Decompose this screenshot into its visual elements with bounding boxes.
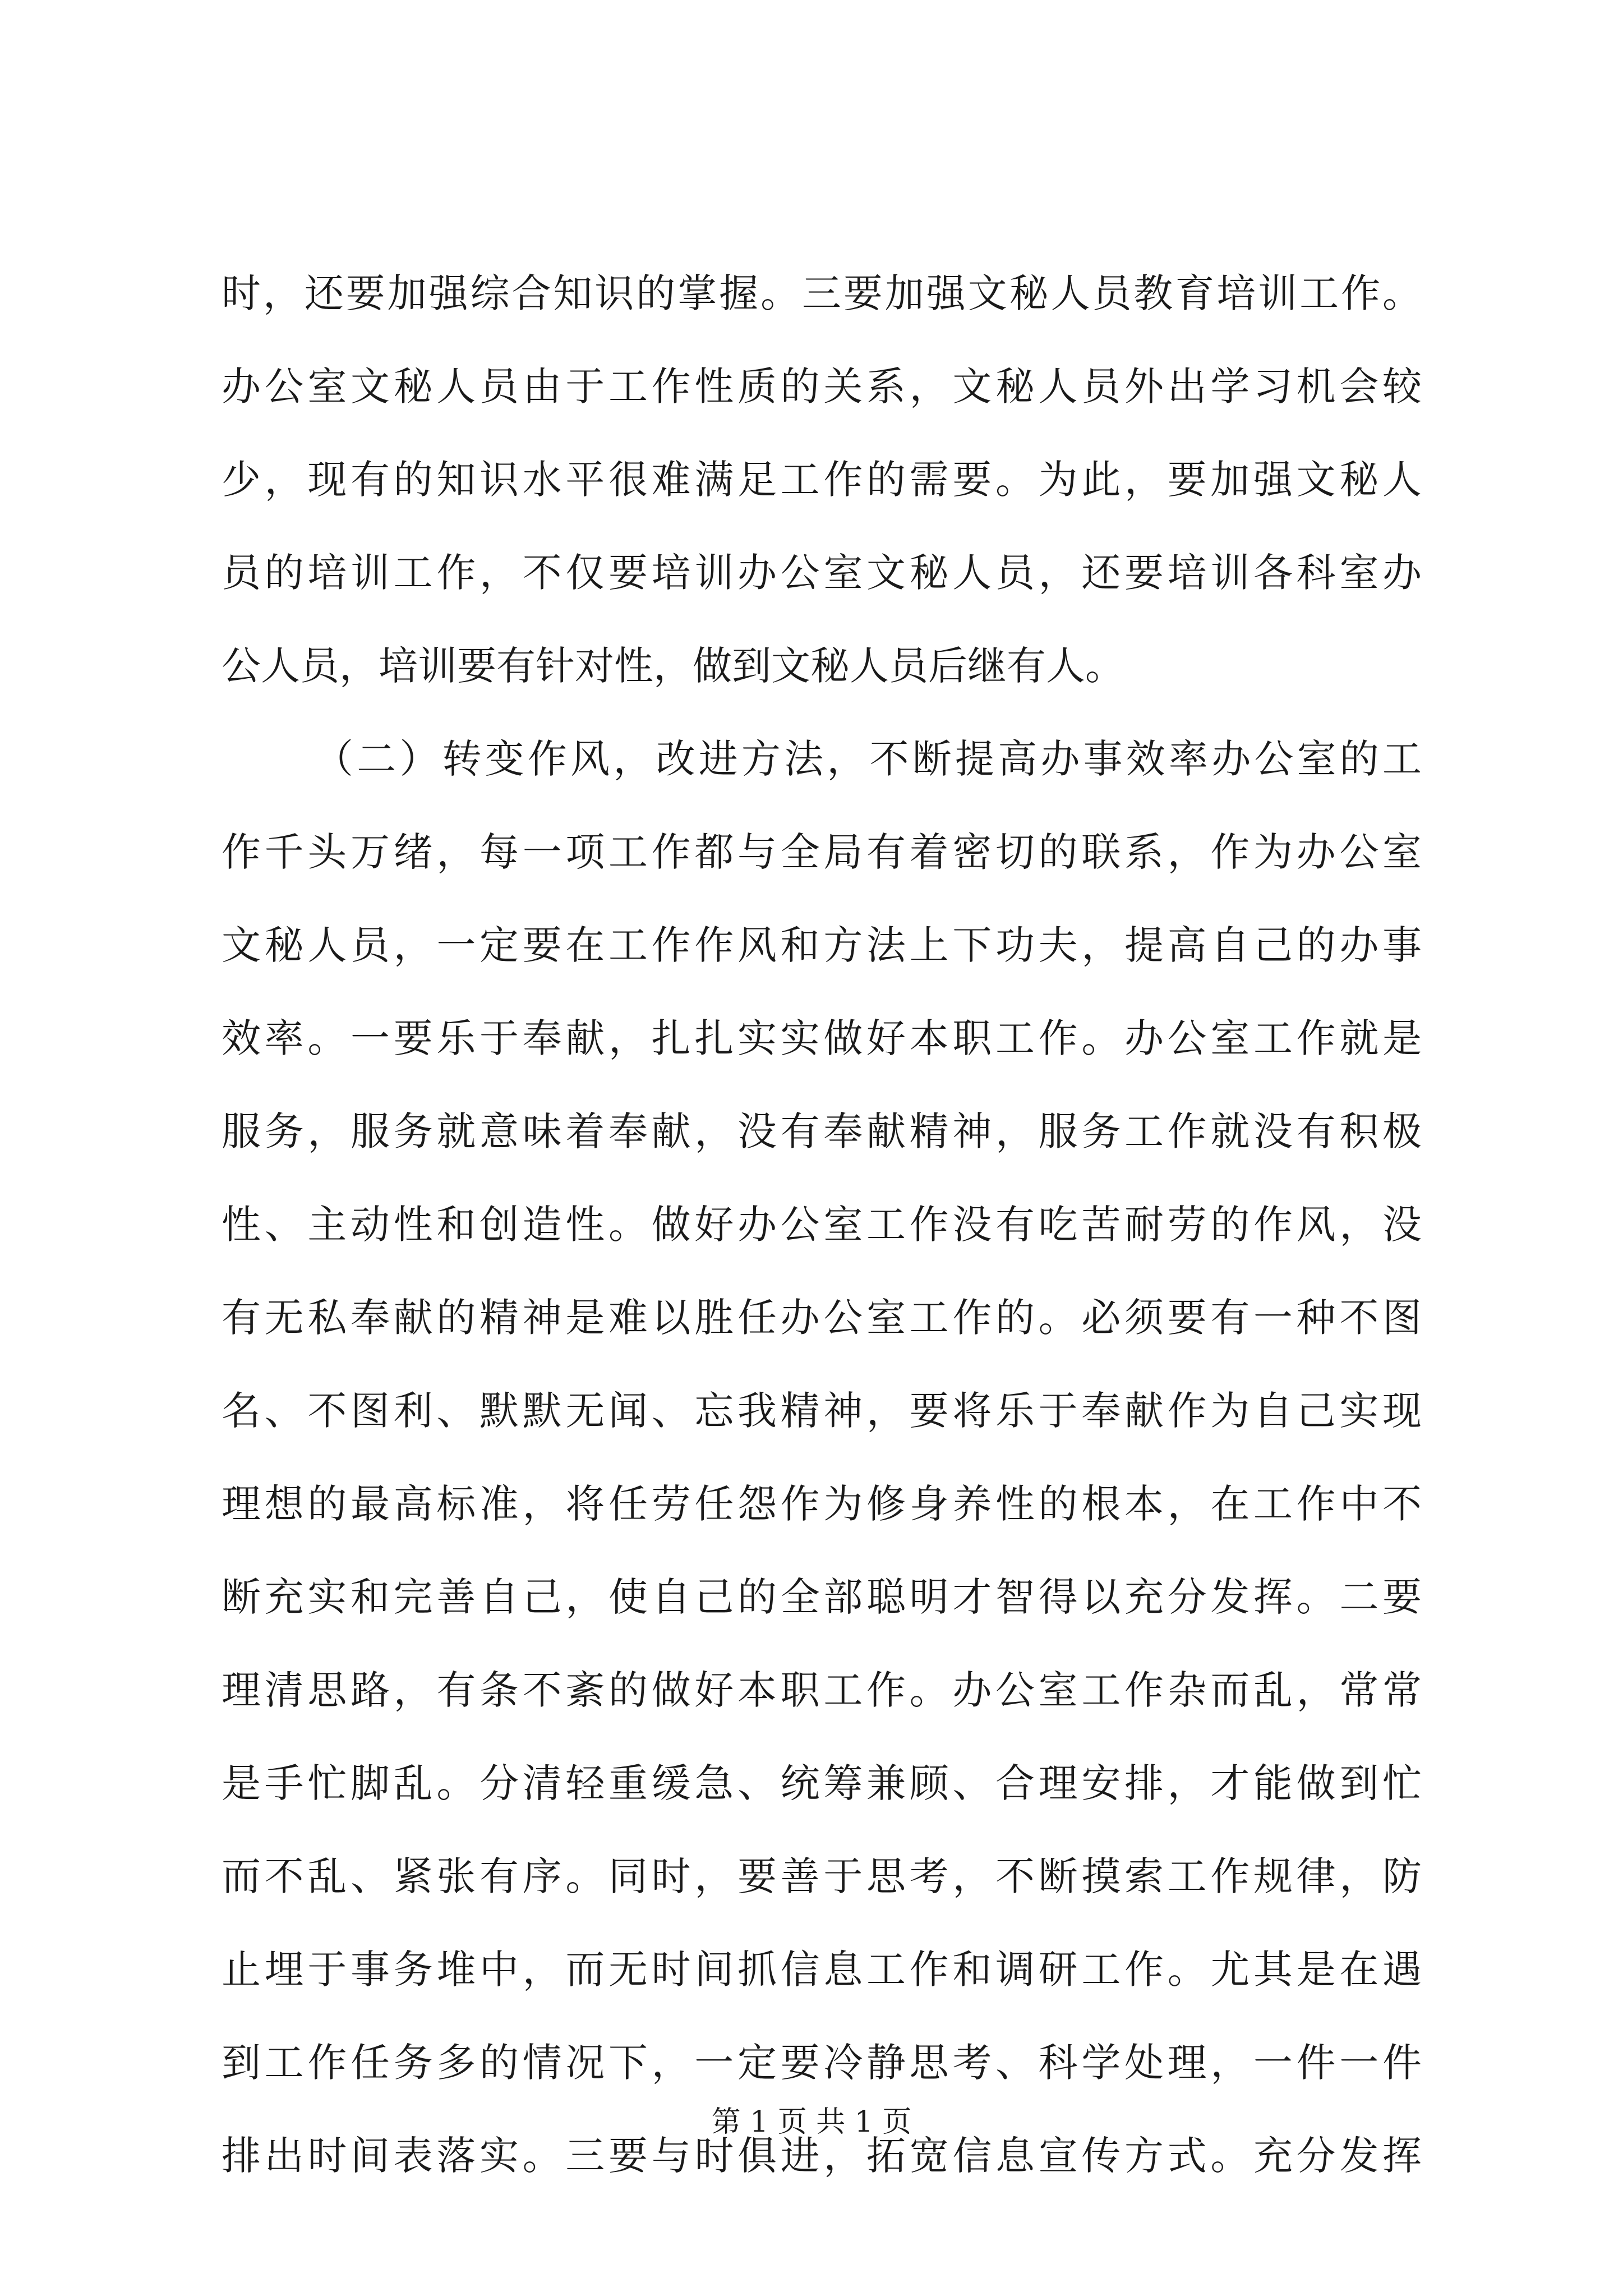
page-footer: 第 1 页 共 1 页: [711, 2105, 912, 2139]
text-line: 理清思路，有条不紊的做好本职工作。办公室工作杂而乱，常常: [222, 1667, 1422, 1713]
text-line: 而不乱、紧张有序。同时，要善于思考，不断摸索工作规律，防: [222, 1853, 1422, 1899]
text-line: 到工作任务多的情况下，一定要冷静思考、科学处理，一件一件: [222, 2040, 1422, 2086]
text-line: 效率。一要乐于奉献，扎扎实实做好本职工作。办公室工作就是: [222, 1015, 1422, 1061]
text-line: 作千头万绪，每一项工作都与全局有着密切的联系，作为办公室: [222, 829, 1422, 875]
text-line: 理想的最高标准，将任劳任怨作为修身养性的根本，在工作中不: [222, 1481, 1422, 1527]
text-line: 文秘人员，一定要在工作作风和方法上下功夫，提高自己的办事: [222, 922, 1422, 968]
text-line: 止埋于事务堆中，而无时间抓信息工作和调研工作。尤其是在遇: [222, 1947, 1422, 1993]
text-line: 时，还要加强综合知识的掌握。三要加强文秘人员教育培训工作。: [222, 270, 1422, 316]
body-text: [222, 247, 1422, 2202]
text-line: 服务，服务就意味着奉献，没有奉献精神，服务工作就没有积极: [222, 1108, 1422, 1154]
text-line: 公人员，培训要有针对性，做到文秘人员后继有人。: [222, 643, 1124, 689]
text-line: 少，现有的知识水平很难满足工作的需要。为此，要加强文秘人: [222, 457, 1422, 503]
text-line: 名、不图利、默默无闻、忘我精神，要将乐于奉献作为自己实现: [222, 1388, 1422, 1434]
text-line: 断充实和完善自己，使自己的全部聪明才智得以充分发挥。二要: [222, 1574, 1422, 1620]
text-line: 有无私奉献的精神是难以胜任办公室工作的。必须要有一种不图: [222, 1295, 1422, 1341]
text-line: 是手忙脚乱。分清轻重缓急、统筹兼顾、合理安排，才能做到忙: [222, 1760, 1422, 1806]
text-line: 性、主动性和创造性。做好办公室工作没有吃苦耐劳的作风，没: [222, 1202, 1422, 1248]
text-line: 办公室文秘人员由于工作性质的关系，文秘人员外出学习机会较: [222, 364, 1422, 409]
text-line: 员的培训工作，不仅要培训办公室文秘人员，还要培训各科室办: [222, 550, 1422, 596]
text-line: （二）转变作风，改进方法，不断提高办事效率办公室的工: [314, 736, 1422, 782]
text-line: 排出时间表落实。三要与时俱进，拓宽信息宣传方式。充分发挥: [222, 2133, 1422, 2179]
